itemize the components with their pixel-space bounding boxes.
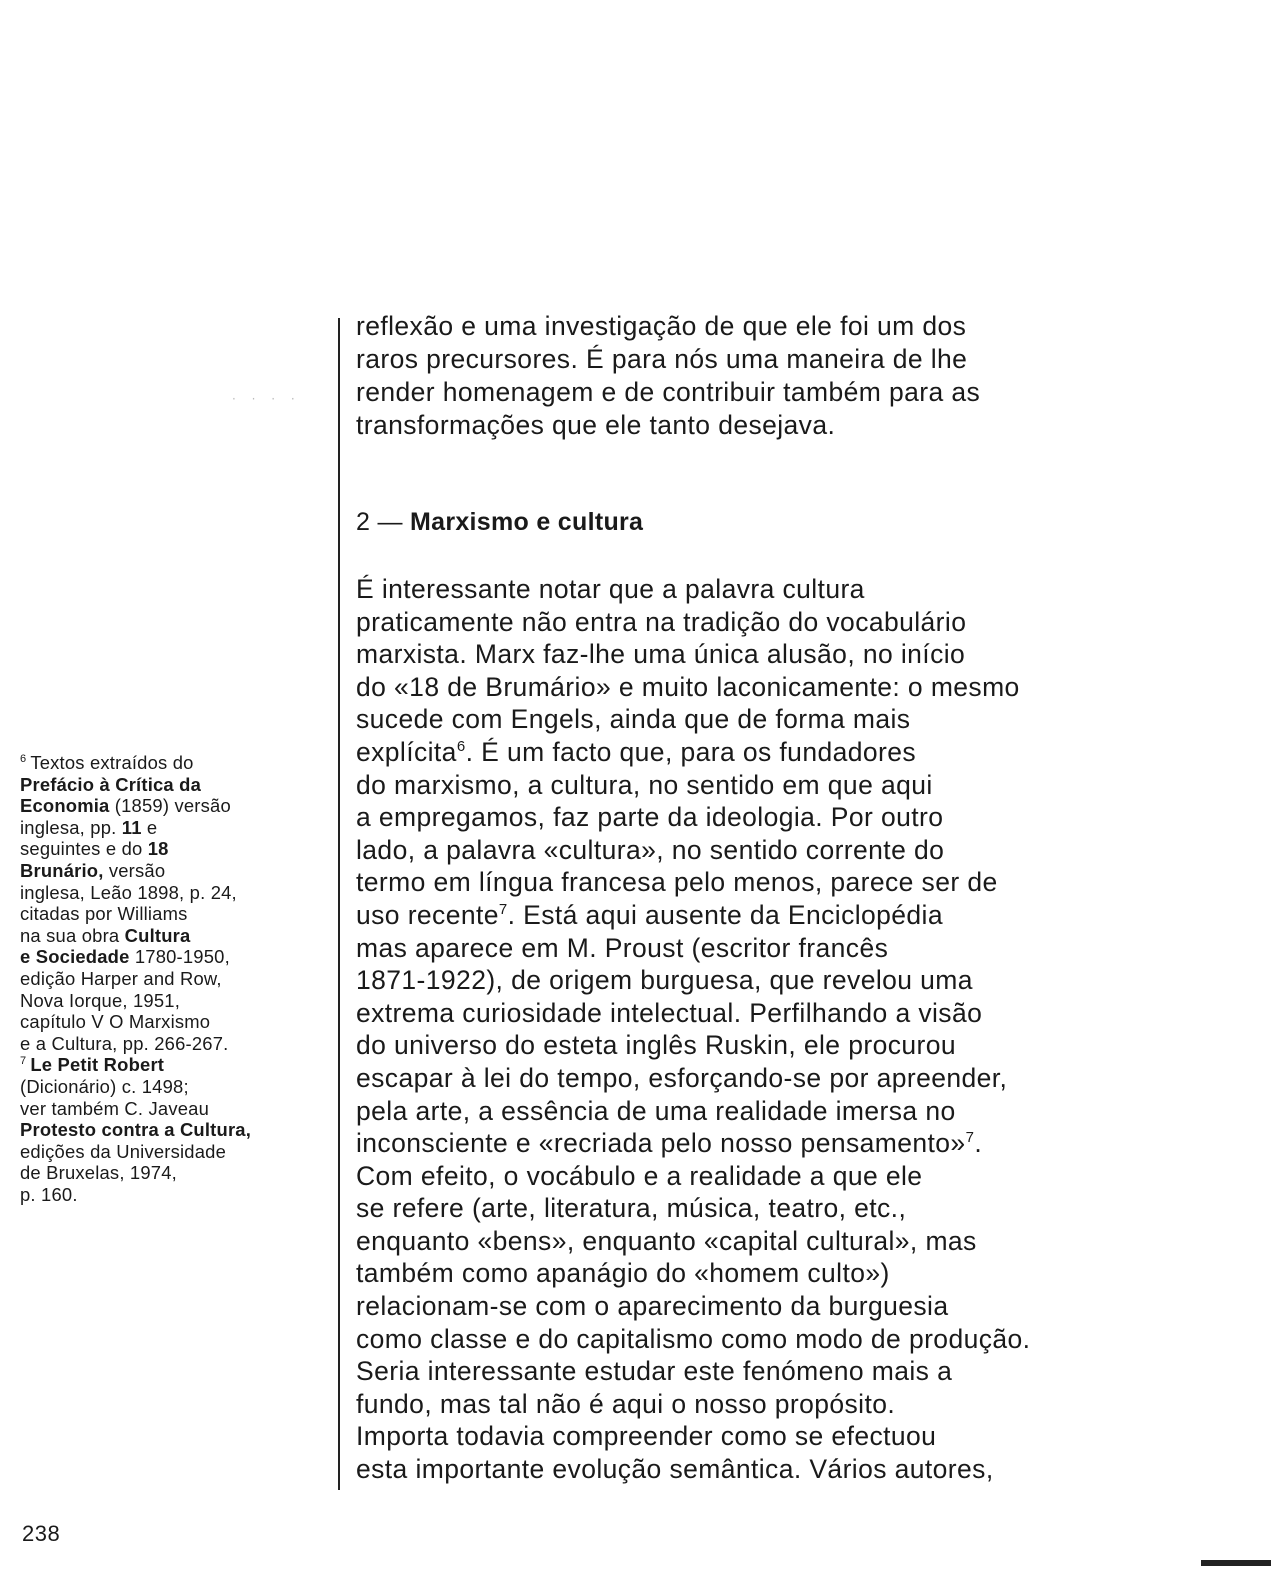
intro-line: render homenagem e de contribuir também para as	[356, 377, 981, 407]
footnote-title: e Sociedade	[20, 946, 130, 968]
footnote-title: Le Petit Robert	[30, 1054, 165, 1076]
body-line: lado, a palavra «cultura», no sentido corrente do	[356, 834, 945, 865]
footnote-text: Textos extraídos do	[30, 752, 194, 773]
footnote-text: (1859) versão	[109, 795, 231, 817]
footnote-7-marker: 7	[20, 1055, 27, 1068]
footnote-title: Economia	[20, 795, 110, 817]
margin-rule	[338, 318, 340, 1490]
footnote-6-line: inglesa, Leão 1898, p. 24,	[20, 881, 237, 903]
footnote-7-line	[20, 1054, 330, 1076]
footnote-6-line: e a Cultura, pp. 266-267.	[20, 1032, 229, 1054]
footnote-text: inglesa, pp.	[20, 816, 122, 838]
footnote-7-line: p. 160.	[20, 1183, 78, 1205]
footnote-6-line: citadas por Williams	[20, 903, 188, 925]
page-number: 238	[22, 1521, 61, 1546]
footnote-6-line	[20, 752, 330, 774]
footnote-6-marker: 6	[20, 752, 27, 765]
footnote-6-line: capítulo V O Marxismo	[20, 1011, 211, 1033]
body-line: do universo do esteta inglês Ruskin, ele procurou	[356, 1030, 956, 1061]
footnote-6-line	[20, 774, 330, 796]
footnote-ref-6[interactable]: 6	[456, 738, 466, 756]
footnote-text: versão	[103, 859, 166, 881]
body-line: como classe e do capitalismo como modo de produção.	[356, 1323, 1031, 1354]
body-line	[356, 899, 1236, 932]
footnote-7-line	[20, 1119, 330, 1141]
section-number: 2 —	[356, 508, 403, 536]
intro-line: raros precursores. É para nós uma maneira de lhe	[356, 344, 968, 374]
body-line: Importa todavia compreender como se efectuou	[356, 1421, 937, 1452]
body-line: termo em língua francesa pelo menos, parece ser de	[356, 867, 998, 898]
body-line: fundo, mas tal não é aqui o nosso propósito.	[356, 1388, 896, 1419]
body-line: É interessante notar que a palavra cultura	[356, 574, 865, 604]
footnote-6-line	[20, 925, 330, 947]
footnote-text: na sua obra	[20, 924, 125, 946]
footnote-text: 1780-1950,	[129, 946, 230, 968]
body-line: do marxismo, a cultura, no sentido em que aqui	[356, 769, 933, 800]
intro-line: reflexão e uma investigação de que ele foi um dos	[356, 311, 967, 341]
scan-specks: · · · ·	[232, 392, 301, 406]
footnote-text: e	[141, 816, 158, 838]
body-line-tail: . Está aqui ausente da Enciclopédia	[507, 899, 943, 930]
footnote-6-line	[20, 860, 330, 882]
footnote-6-line	[20, 795, 330, 817]
footnote-title: Brunário,	[20, 859, 104, 881]
body-line-tail: .	[974, 1128, 983, 1159]
scan-edge-mark	[1201, 1560, 1271, 1566]
body-line: praticamente não entra na tradição do vocabulário	[356, 606, 967, 637]
body-line: também como apanágio do «homem culto»)	[356, 1258, 890, 1289]
body-line-tail: . É um facto que, para os fundadores	[465, 736, 917, 767]
footnote-title: 18	[147, 838, 169, 860]
intro-paragraph	[356, 310, 1236, 442]
body-line: enquanto «bens», enquanto «capital cultural», mas	[356, 1225, 977, 1256]
body-line: extrema curiosidade intelectual. Perfilhando a visão	[356, 997, 983, 1028]
body-line-text: inconsciente e «recriada pelo nosso pensamento»	[356, 1128, 966, 1159]
section-title: Marxismo e cultura	[410, 508, 644, 536]
footnote-ref-7[interactable]: 7	[498, 901, 508, 919]
footnote-6-line	[20, 838, 330, 860]
body-paragraph	[356, 573, 1236, 1486]
footnote-text: seguintes e do	[20, 838, 148, 860]
body-line: marxista. Marx faz-lhe uma única alusão, no início	[356, 639, 966, 670]
body-line: Com efeito, o vocábulo e a realidade a que ele	[356, 1160, 923, 1191]
body-line: sucede com Engels, ainda que de forma mais	[356, 704, 911, 735]
footnote-title: Protesto contra a Cultura,	[20, 1119, 252, 1141]
body-line-text: explícita	[356, 736, 457, 767]
footnote-6-line	[20, 817, 330, 839]
body-line: pela arte, a essência de uma realidade imersa no	[356, 1095, 956, 1126]
body-line: esta importante evolução semântica. Vários autores,	[356, 1454, 994, 1485]
footnotes-column	[20, 752, 330, 1205]
footnote-6-line	[20, 946, 330, 968]
body-line: escapar à lei do tempo, esforçando-se por apreender,	[356, 1062, 1008, 1093]
body-line	[356, 1127, 1236, 1160]
section-heading	[356, 508, 643, 537]
body-line: a empregamos, faz parte da ideologia. Por outro	[356, 802, 944, 833]
body-line: se refere (arte, literatura, música, teatro, etc.,	[356, 1193, 907, 1224]
body-line: 1871-1922), de origem burguesa, que revelou uma	[356, 965, 973, 996]
footnote-7-line: de Bruxelas, 1974,	[20, 1162, 177, 1184]
body-line-text: uso recente	[356, 899, 499, 930]
body-line: Seria interessante estudar este fenómeno mais a	[356, 1356, 953, 1387]
footnote-7-line: (Dicionário) c. 1498;	[20, 1075, 189, 1097]
footnote-6-line: edição Harper and Row,	[20, 967, 222, 989]
intro-line: transformações que ele tanto desejava.	[356, 410, 836, 440]
body-line: do «18 de Brumário» e muito laconicamente: o mesmo	[356, 671, 1020, 702]
footnote-7-line: edições da Universidade	[20, 1140, 226, 1162]
body-line: mas aparece em M. Proust (escritor francês	[356, 932, 889, 963]
footnote-title: 11	[121, 816, 142, 838]
footnote-ref-7-second[interactable]: 7	[965, 1129, 975, 1147]
footnote-7-line: ver também C. Javeau	[20, 1097, 210, 1119]
footnote-title: Cultura	[124, 924, 191, 946]
body-line: relacionam-se com o aparecimento da burguesia	[356, 1291, 949, 1322]
footnote-6-line: Nova Iorque, 1951,	[20, 989, 181, 1011]
body-line	[356, 736, 1236, 769]
footnote-title: Prefácio à Crítica da	[20, 773, 202, 795]
